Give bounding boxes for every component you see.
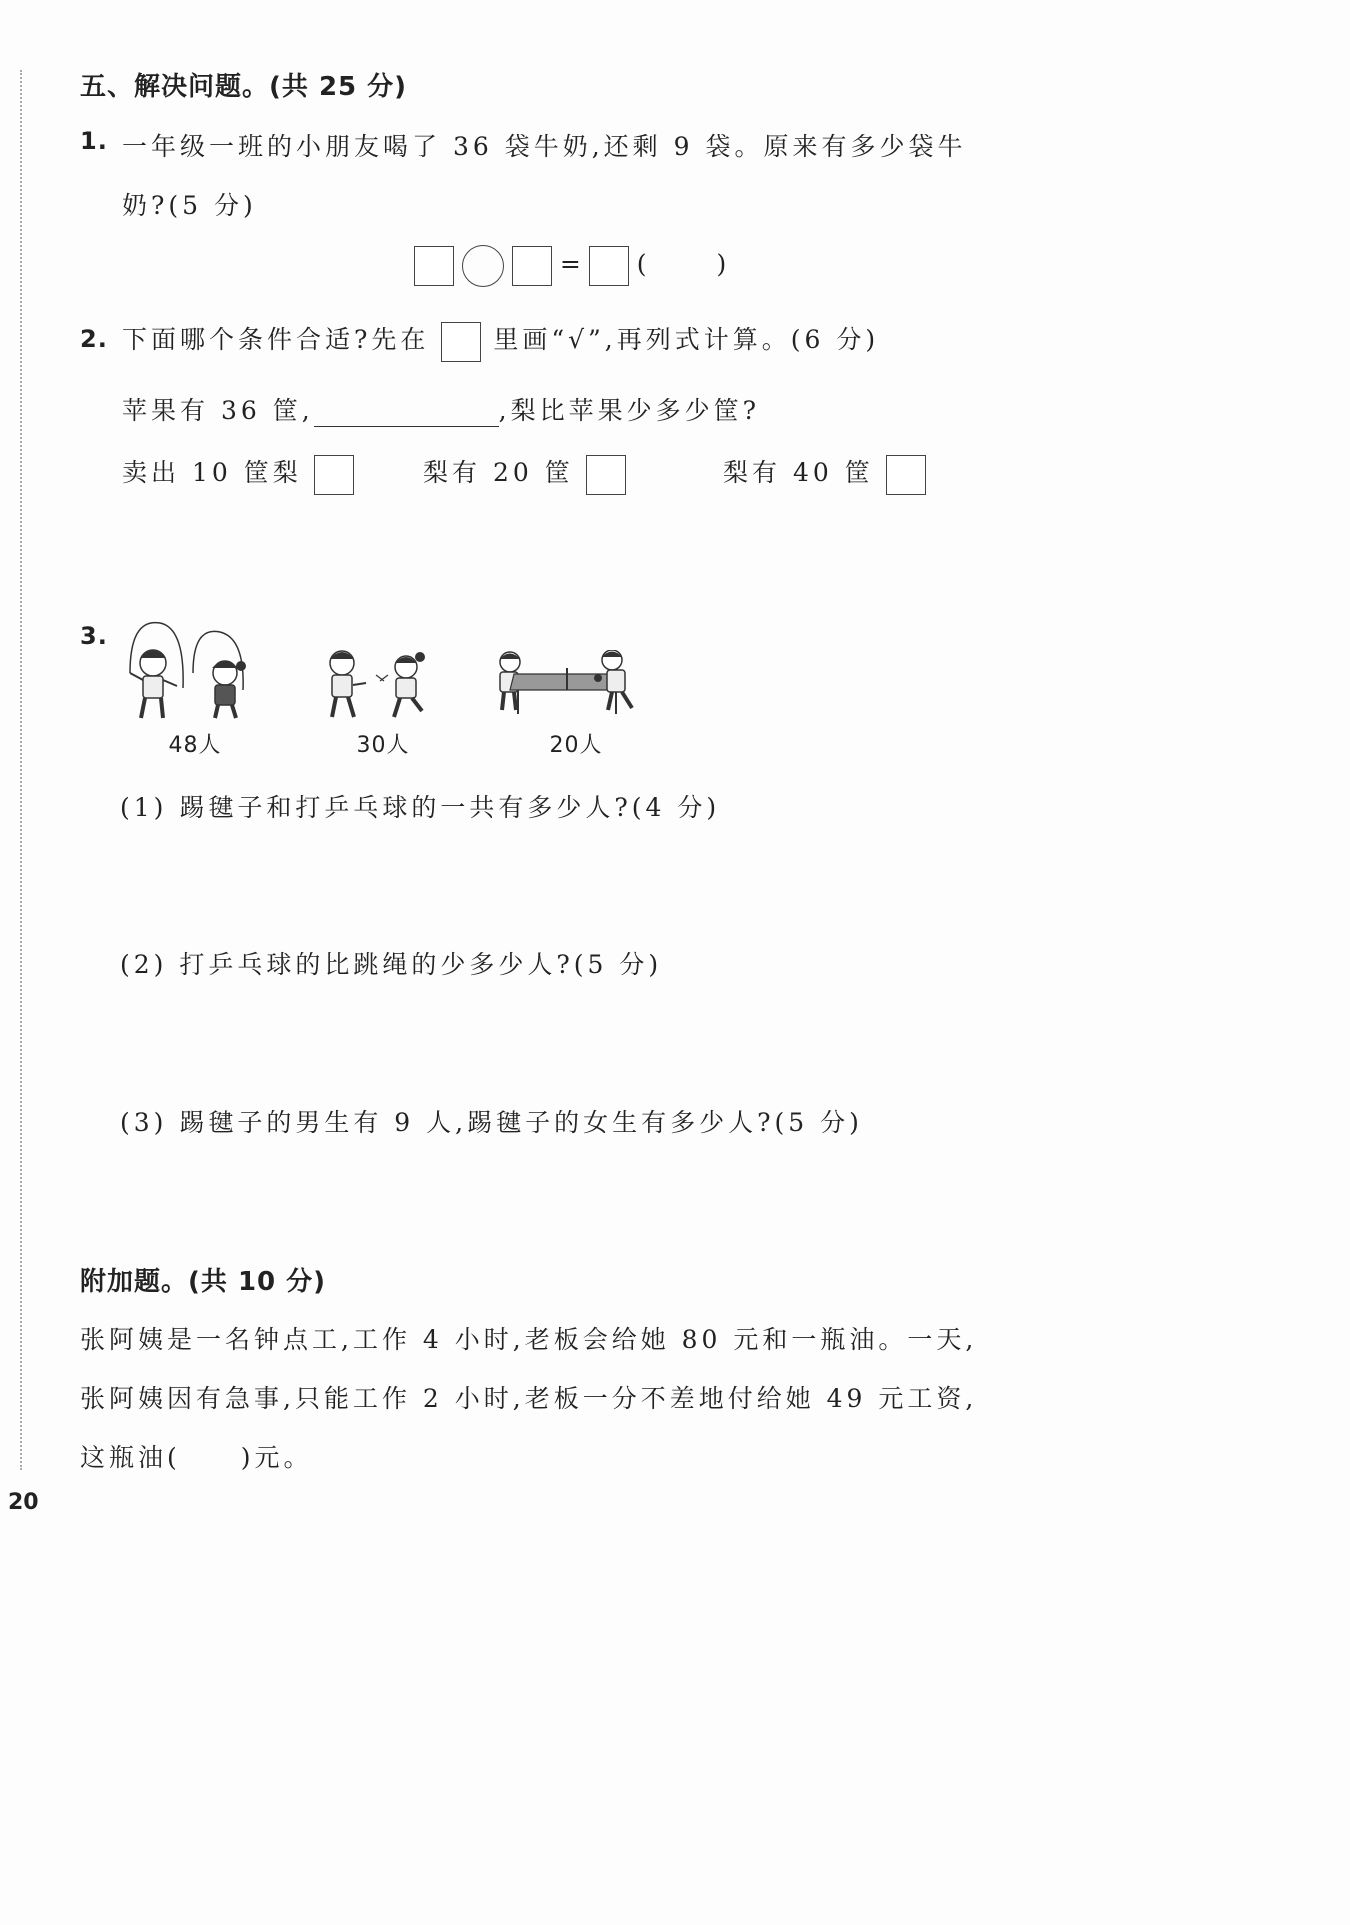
- bonus-line3: [80, 1438, 313, 1474]
- shuttlecock-icon: [318, 645, 438, 725]
- bonus-line1: 张阿姨是一名钟点工,工作 4 小时,老板会给她 80 元和一瓶油。一天,: [80, 1325, 978, 1354]
- ping-pong-count: 20人: [549, 733, 603, 758]
- bonus-line2: 张阿姨因有急事,只能工作 2 小时,老板一分不差地付给她 49 元工资,: [80, 1384, 978, 1413]
- q2-example-box: [441, 322, 481, 362]
- q2-option-1-label: 卖出 10 筐梨: [122, 458, 302, 487]
- bonus-line3-after: )元。: [240, 1443, 313, 1472]
- shuttlecock-count: 30人: [356, 733, 410, 758]
- section-heading: [80, 66, 407, 103]
- bonus-score: (共 10 分): [188, 1267, 327, 1297]
- q1-equation: [414, 245, 726, 287]
- q2-option-2: [423, 453, 626, 495]
- q3-sub3: (3) 踢毽子的男生有 9 人,踢毽子的女生有多少人?(5 分): [120, 1108, 863, 1137]
- q1-paren-close: ): [716, 249, 727, 279]
- q2-option-1-checkbox[interactable]: [314, 455, 354, 495]
- q2-option-2-checkbox[interactable]: [586, 455, 626, 495]
- q1-answer-box-3[interactable]: [589, 246, 629, 286]
- ping-pong-icon: [492, 650, 647, 720]
- q3-sub2: (2) 打乒乓球的比跳绳的少多少人?(5 分): [120, 950, 663, 979]
- q2-option-1: [122, 453, 354, 495]
- q2-option-3-label: 梨有 40 筐: [723, 458, 874, 487]
- jump-rope-icon: [115, 618, 260, 723]
- q1-answer-box-1[interactable]: [414, 246, 454, 286]
- q1-line2: 奶?(5 分): [122, 191, 257, 220]
- q2-option-3-checkbox[interactable]: [886, 455, 926, 495]
- q3-sub1: (1) 踢毽子和打乒乓球的一共有多少人?(4 分): [120, 793, 721, 822]
- q1-paren-open: (: [636, 249, 647, 279]
- section-score: (共 25 分): [269, 72, 408, 102]
- q1-line1: 一年级一班的小朋友喝了 36 袋牛奶,还剩 9 袋。原来有多少袋牛: [122, 132, 967, 161]
- q2-stem-after: ,梨比苹果少多少筐?: [498, 396, 761, 425]
- q2-instruction: [122, 320, 879, 362]
- q2-condition-blank[interactable]: [314, 400, 499, 427]
- page-number: 20: [8, 1490, 39, 1515]
- jump-rope-count: 48人: [168, 733, 222, 758]
- binding-margin-line: [20, 70, 22, 1470]
- q1-number: 1.: [80, 127, 108, 155]
- q2-instruction-before: 下面哪个条件合适?先在: [122, 325, 430, 354]
- q2-option-3: [723, 453, 926, 495]
- q2-stem: [122, 391, 760, 427]
- bonus-title: 附加题。: [80, 1267, 189, 1297]
- q2-number: 2.: [80, 325, 108, 353]
- bonus-heading: [80, 1261, 326, 1298]
- q2-option-2-label: 梨有 20 筐: [423, 458, 574, 487]
- bonus-line3-before: 这瓶油(: [80, 1443, 181, 1472]
- q2-stem-before: 苹果有 36 筐,: [122, 396, 314, 425]
- q2-instruction-after: 里画“√”,再列式计算。(6 分): [493, 325, 880, 354]
- section-title: 五、解决问题。: [80, 72, 270, 102]
- q1-operator-circle[interactable]: [462, 245, 504, 287]
- q1-answer-box-2[interactable]: [512, 246, 552, 286]
- q3-number: 3.: [80, 622, 108, 650]
- q1-equals: =: [559, 249, 581, 279]
